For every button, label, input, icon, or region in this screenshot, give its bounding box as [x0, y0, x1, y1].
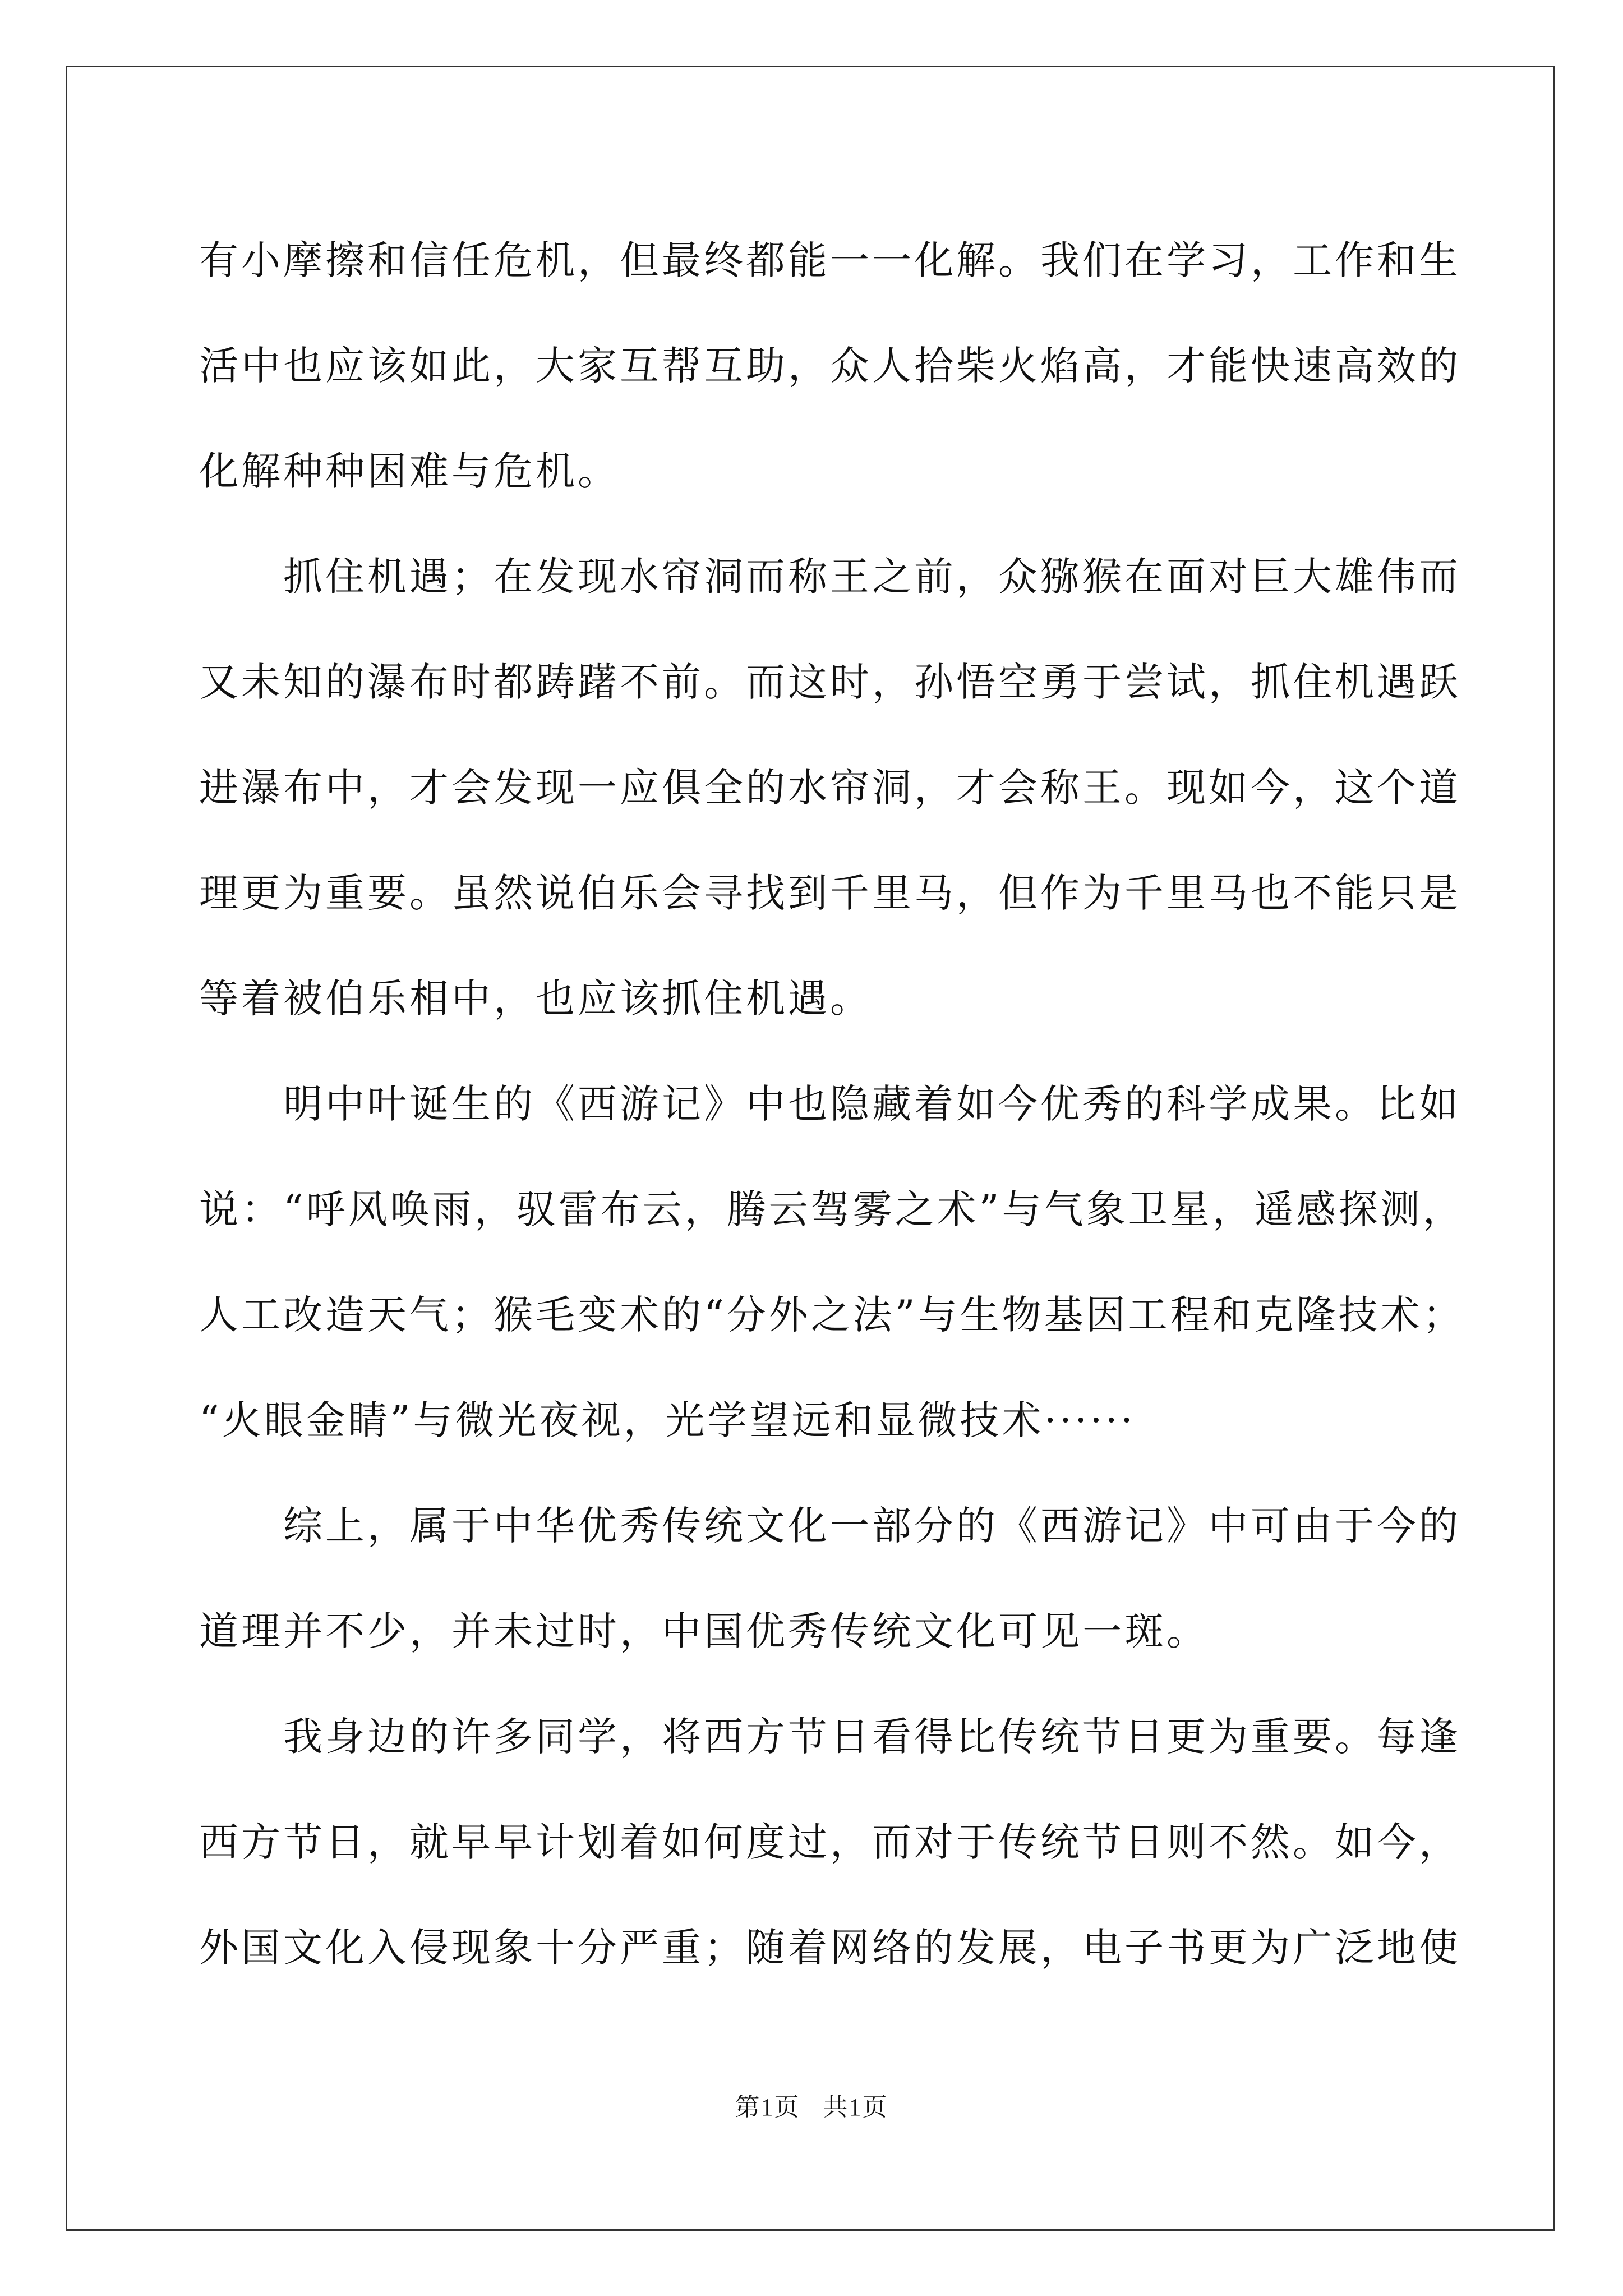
text-line: “火眼金睛”与微光夜视，光学望远和显微技术······ [199, 1397, 1136, 1443]
text-line: 人工改造天气；猴毛变术的“分外之法”与生物基因工程和克隆技术； [199, 1292, 1465, 1338]
document-body [199, 208, 1465, 2000]
text-line: 有小摩擦和信任危机，但最终都能一一化解。我们在学习，工作和生 [199, 237, 1461, 283]
text-line: 进瀑布中，才会发现一应俱全的水帘洞，才会称王。现如今，这个道 [199, 765, 1461, 811]
text-line: 外国文化入侵现象十分严重；随着网络的发展，电子书更为广泛地使 [199, 1925, 1461, 1971]
text-line: 化解种种困难与危机。 [199, 448, 620, 494]
page-footer [0, 2087, 1623, 2123]
text-line: 理更为重要。虽然说伯乐会寻找到千里马，但作为千里马也不能只是 [199, 870, 1461, 916]
page-total: 共1页 [823, 2093, 888, 2121]
text-line: 道理并不少，并未过时，中国优秀传统文化可见一斑。 [199, 1608, 1209, 1654]
paragraph-start-line: 我身边的许多同学，将西方节日看得比传统节日更为重要。每逢 [283, 1714, 1461, 1760]
page-number: 第1页 [735, 2093, 800, 2121]
text-line: 等着被伯乐相中，也应该抓住机遇。 [199, 976, 872, 1022]
paragraph-start-line: 明中叶诞生的《西游记》中也隐藏着如今优秀的科学成果。比如 [283, 1081, 1461, 1127]
text-line: 又未知的瀑布时都踌躇不前。而这时，孙悟空勇于尝试，抓住机遇跃 [199, 659, 1461, 705]
paragraph-start-line: 抓住机遇；在发现水帘洞而称王之前，众猕猴在面对巨大雄伟而 [283, 554, 1461, 600]
text-line: 西方节日，就早早计划着如何度过，而对于传统节日则不然。如今， [199, 1819, 1461, 1865]
paragraph-start-line: 综上，属于中华优秀传统文化一部分的《西游记》中可由于今的 [283, 1503, 1461, 1549]
text-line: 说：“呼风唤雨，驭雷布云，腾云驾雾之术”与气象卫星，遥感探测， [199, 1186, 1465, 1232]
text-line: 活中也应该如此，大家互帮互助，众人拾柴火焰高，才能快速高效的 [199, 343, 1461, 389]
